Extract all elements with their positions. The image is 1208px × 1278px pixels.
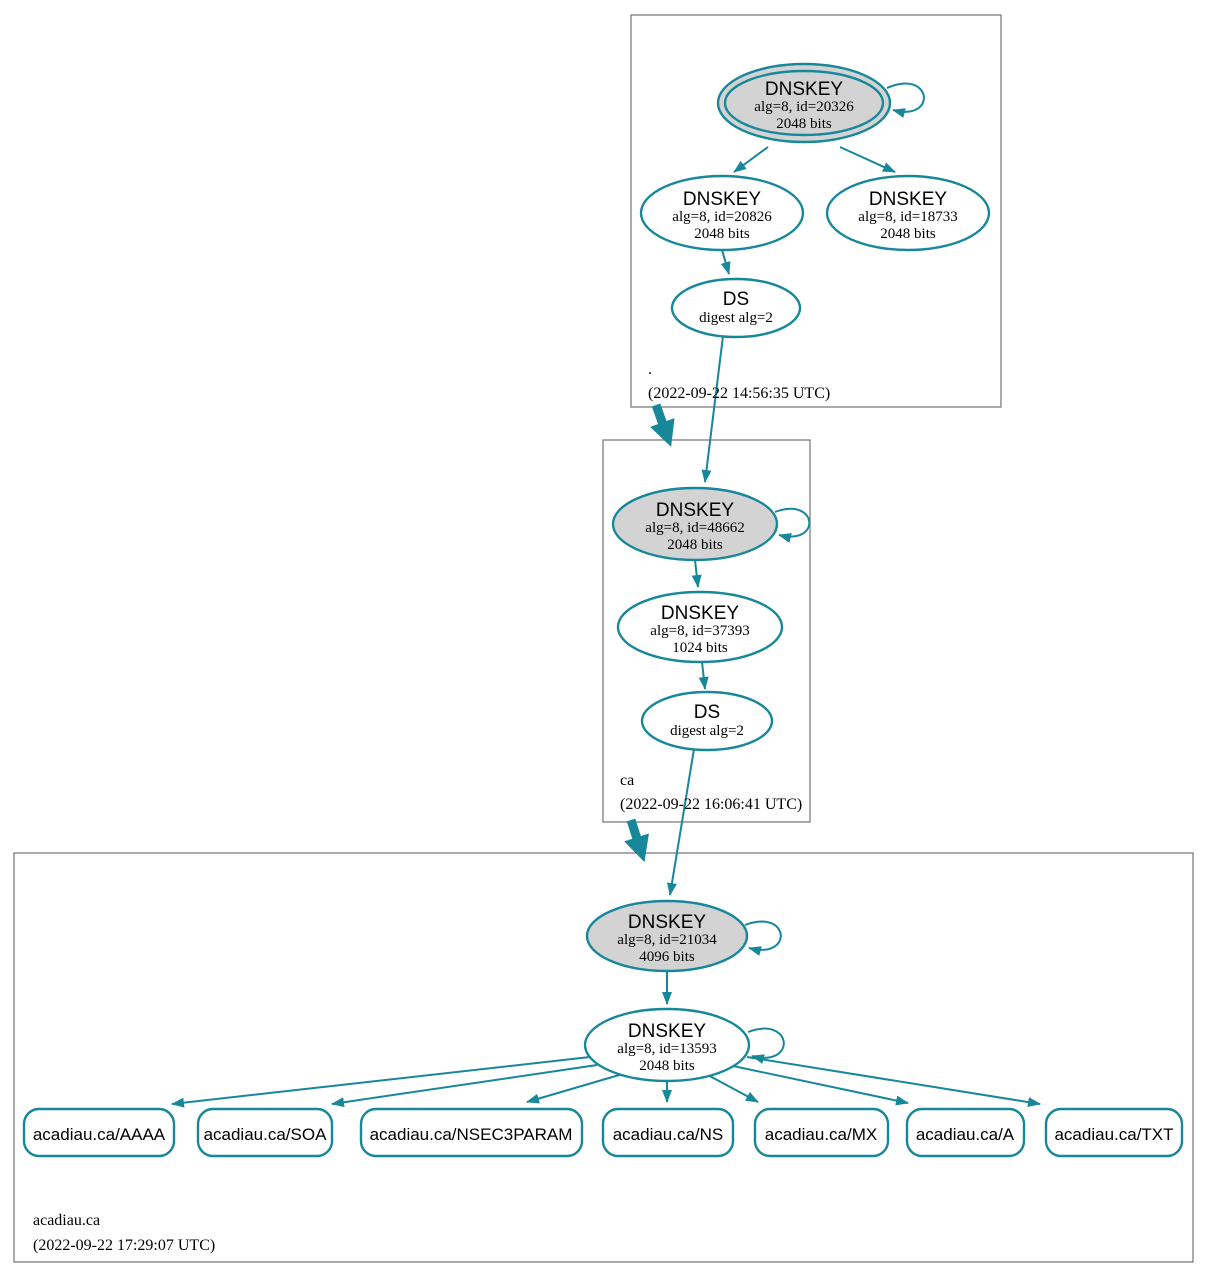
- rrset-node-ns: [603, 1109, 733, 1156]
- zone-label-acadiau-ca: acadiau.ca: [33, 1212, 101, 1229]
- node-ca-zsk-37393: [618, 592, 782, 662]
- root-ksk-title: DNSKEY: [764, 79, 844, 100]
- edge-ca-ksk-self-loop: [775, 509, 809, 537]
- rrset-label-a: acadiau.ca/A: [915, 1125, 1015, 1144]
- rrset-label-txt: acadiau.ca/TXT: [1054, 1125, 1174, 1144]
- node-root-zsk-20826: [641, 176, 803, 250]
- rrset-node-nsec3param: [361, 1109, 582, 1156]
- root-zsk-bits: 2048 bits: [694, 226, 750, 242]
- zone-timestamp-ca: (2022-09-22 16:06:41 UTC): [620, 796, 803, 813]
- root-ds-detail: digest alg=2: [699, 310, 773, 326]
- root-zsk2-detail: alg=8, id=18733: [858, 209, 958, 225]
- root-zsk2-title: DNSKEY: [868, 189, 948, 210]
- node-ca-ksk-48662: [613, 488, 777, 560]
- edge-root-ksk-to-zsk-18733: [840, 147, 895, 172]
- node-root-ksk-20326: [718, 64, 890, 142]
- acadiau-zsk-detail: alg=8, id=13593: [617, 1041, 717, 1057]
- edge-acadiau-ksk-self-loop: [745, 922, 781, 950]
- ca-ksk-title: DNSKEY: [655, 500, 735, 521]
- edge-zsk-to-rrset-a: [733, 1066, 908, 1103]
- ca-ds-title: DS: [693, 702, 721, 723]
- rrset-label-ns: acadiau.ca/NS: [612, 1125, 724, 1144]
- ca-ksk-detail: alg=8, id=48662: [645, 520, 745, 536]
- rrset-node-txt: [1046, 1109, 1182, 1156]
- edge-zsk-to-rrset-nsec3param: [527, 1073, 626, 1102]
- acadiau-ksk-detail: alg=8, id=21034: [617, 932, 717, 948]
- zone-label-ca: ca: [620, 772, 635, 789]
- rrset-node-aaaa: [24, 1109, 174, 1156]
- acadiau-zsk-title: DNSKEY: [627, 1021, 707, 1042]
- node-acadiau-ksk-21034: [587, 901, 747, 971]
- root-zsk-detail: alg=8, id=20826: [672, 209, 772, 225]
- acadiau-ksk-title: DNSKEY: [627, 912, 707, 933]
- acadiau-ksk-bits: 4096 bits: [639, 949, 695, 965]
- node-root-zsk-18733: [827, 176, 989, 250]
- rrset-label-aaaa: acadiau.ca/AAAA: [32, 1125, 166, 1144]
- edge-ca-zsk-to-ds: [702, 662, 705, 689]
- edge-root-ds-to-ca-ksk: [705, 336, 723, 482]
- edge-root-ksk-self-loop: [887, 84, 924, 112]
- rrset-label-nsec3param: acadiau.ca/NSEC3PARAM: [369, 1125, 573, 1144]
- edge-ca-ksk-to-zsk: [695, 560, 698, 587]
- edge-acadiau-zsk-self-loop: [748, 1029, 784, 1058]
- ca-zsk-bits: 1024 bits: [672, 640, 728, 656]
- ca-ds-detail: digest alg=2: [670, 723, 744, 739]
- zone-timestamp-acadiau-ca: (2022-09-22 17:29:07 UTC): [33, 1237, 216, 1254]
- rrset-node-a: [907, 1109, 1024, 1156]
- acadiau-zsk-bits: 2048 bits: [639, 1058, 695, 1074]
- rrset-label-soa: acadiau.ca/SOA: [203, 1125, 327, 1144]
- root-zsk-title: DNSKEY: [682, 189, 762, 210]
- zone-label-root: .: [648, 361, 652, 378]
- root-ksk-detail: alg=8, id=20326: [754, 99, 854, 115]
- rrset-node-mx: [755, 1109, 888, 1156]
- edge-zsk-to-rrset-txt: [747, 1057, 1040, 1104]
- edge-delegation-root-to-ca: [656, 405, 665, 430]
- edge-delegation-ca-to-acadiau: [631, 820, 639, 845]
- node-ca-ds: [642, 692, 772, 750]
- ca-ksk-bits: 2048 bits: [667, 537, 723, 553]
- node-acadiau-zsk-13593: [585, 1009, 749, 1081]
- root-ds-title: DS: [722, 289, 750, 310]
- edge-root-zsk-to-ds: [722, 250, 729, 274]
- ca-zsk-detail: alg=8, id=37393: [650, 623, 750, 639]
- root-zsk2-bits: 2048 bits: [880, 226, 936, 242]
- edge-zsk-to-rrset-mx: [706, 1074, 758, 1102]
- root-ksk-bits: 2048 bits: [776, 116, 832, 132]
- rrset-node-soa: [198, 1109, 332, 1156]
- rrset-label-mx: acadiau.ca/MX: [764, 1125, 878, 1144]
- edge-root-ksk-to-zsk-20826: [734, 147, 768, 172]
- ca-zsk-title: DNSKEY: [660, 603, 740, 624]
- node-root-ds: [672, 279, 800, 337]
- zone-timestamp-root: (2022-09-22 14:56:35 UTC): [648, 385, 831, 402]
